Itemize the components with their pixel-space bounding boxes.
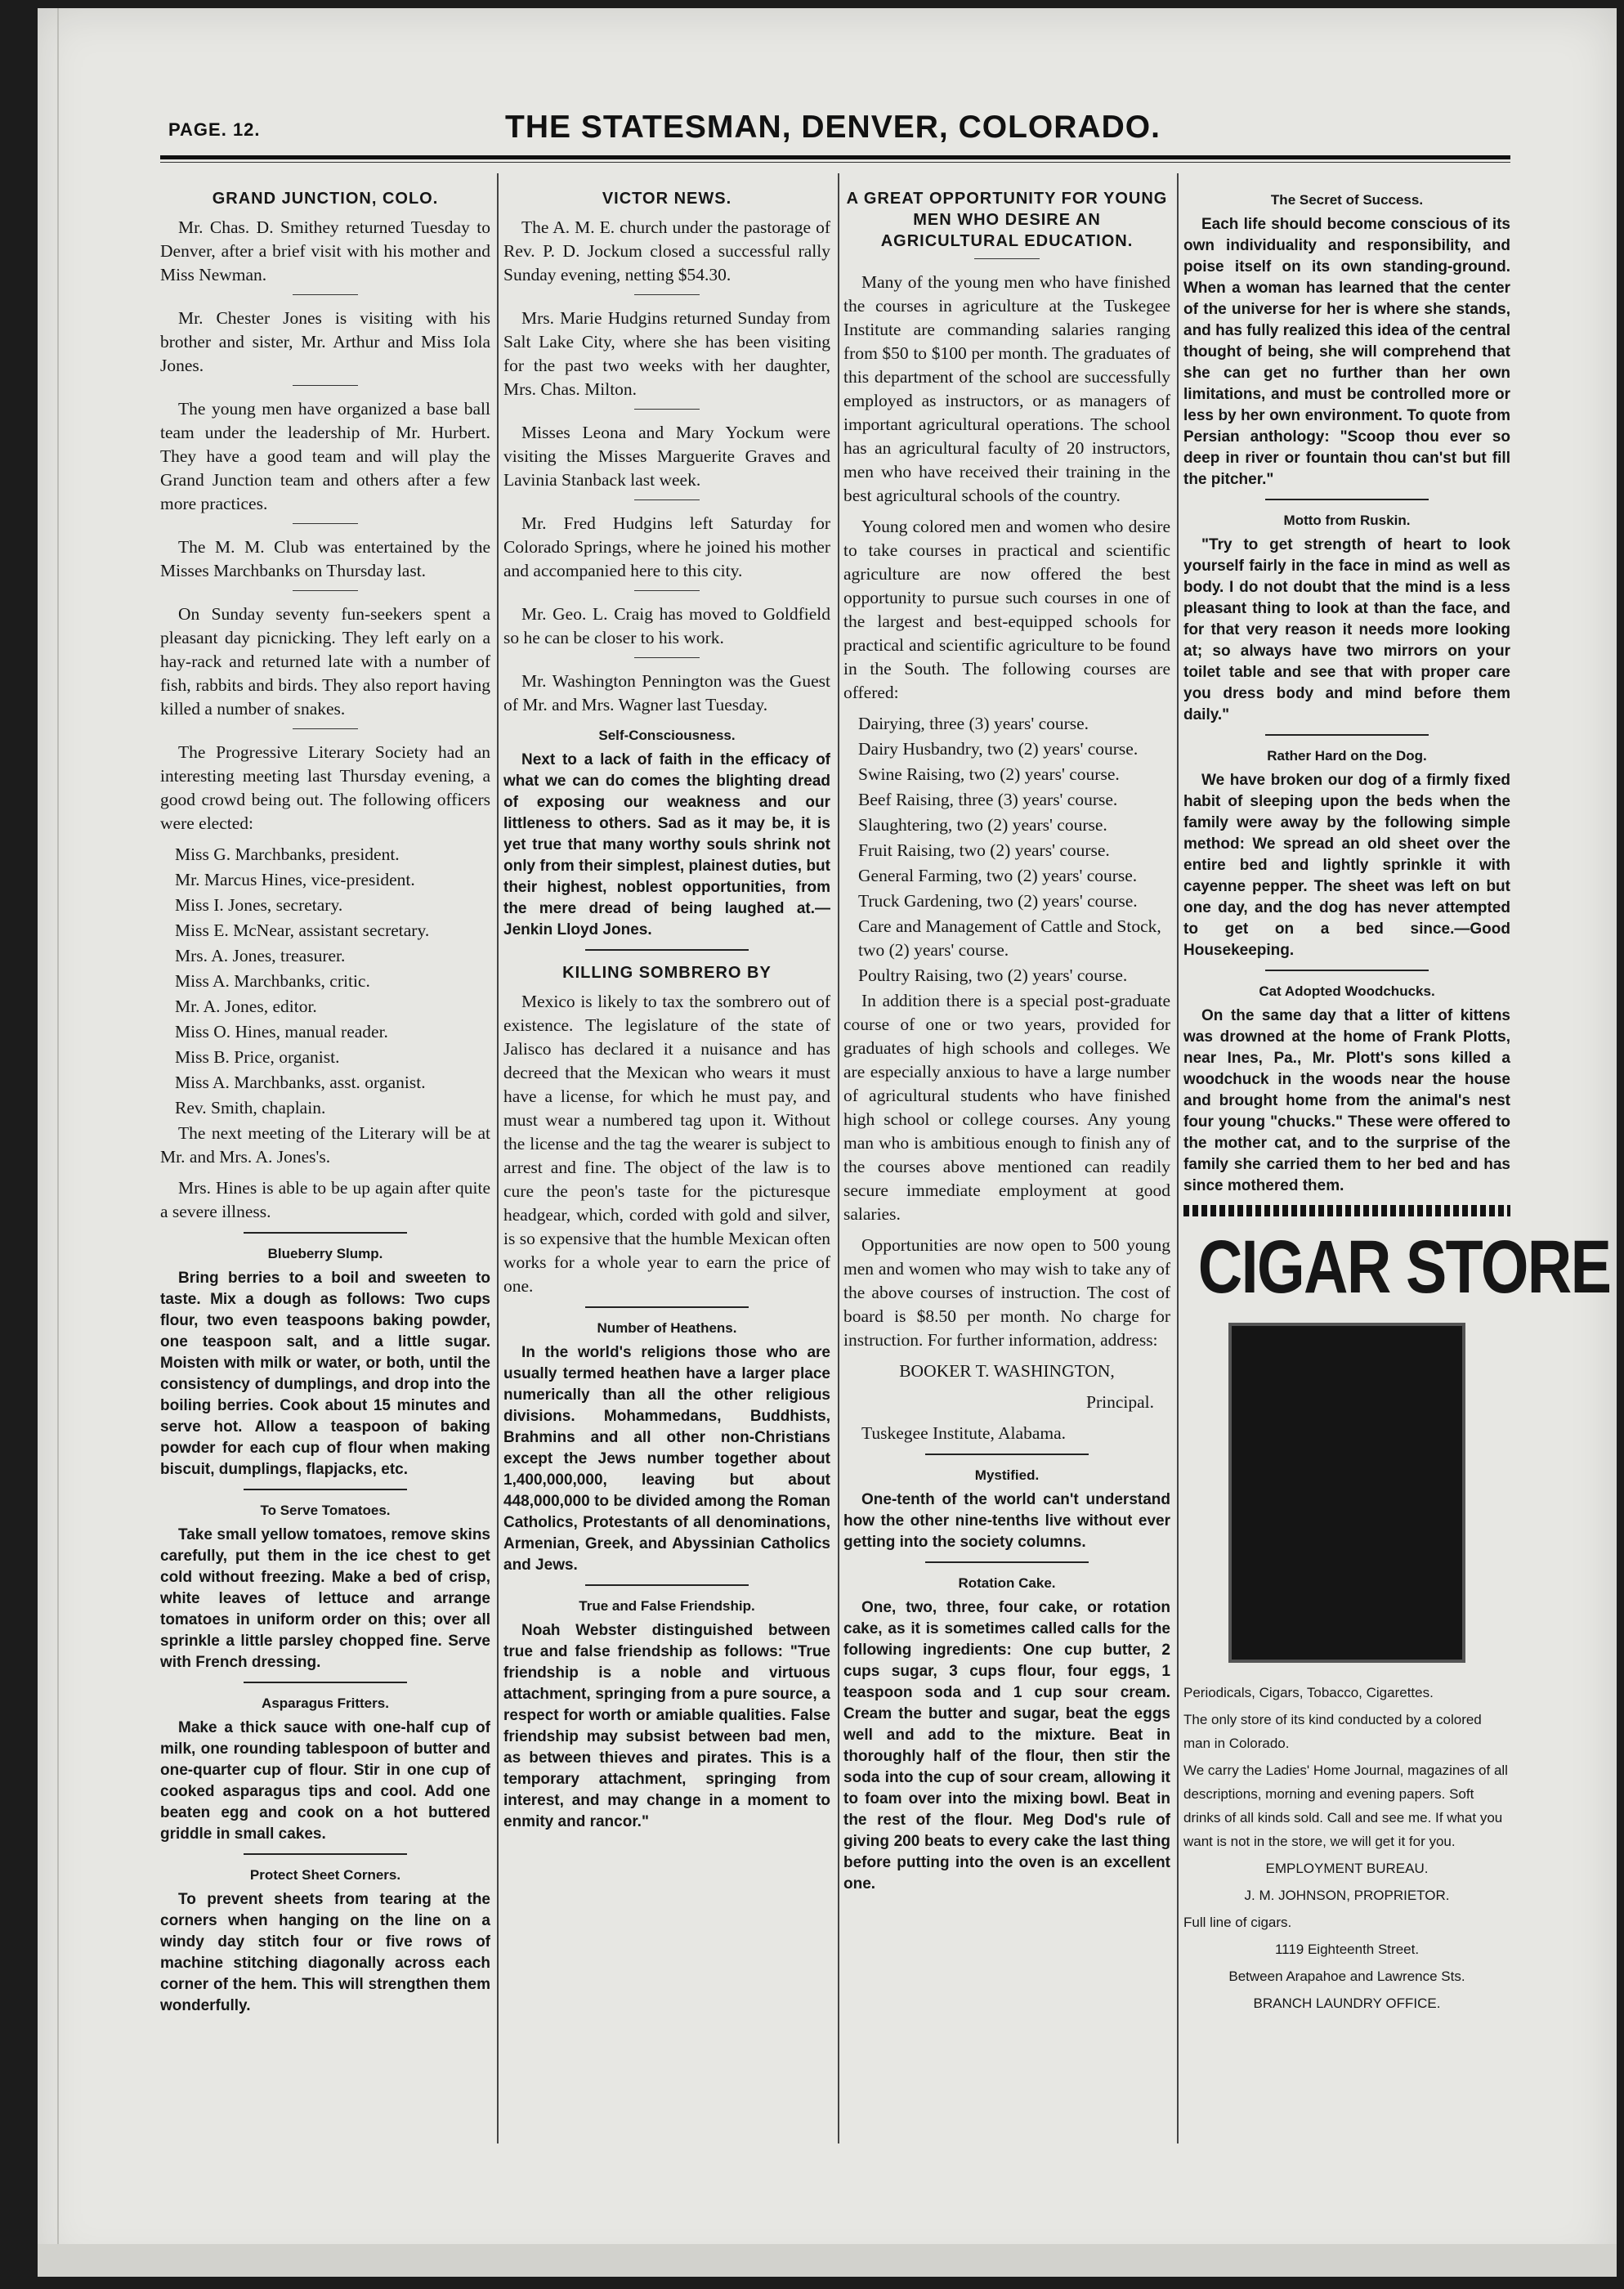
column-divider: [497, 173, 499, 2143]
signature-place: Tuskegee Institute, Alabama.: [861, 1423, 1067, 1443]
paragraph: The M. M. Club was entertained by the Misses Marchbanks on Thursday last.: [160, 537, 490, 580]
article-heading: Cat Adopted Woodchucks.: [1259, 983, 1435, 999]
paragraph: Mr. Geo. L. Craig has moved to Goldfield so he can be closer to his work.: [503, 604, 830, 647]
page-number: PAGE. 12.: [168, 119, 261, 140]
separator: [1265, 499, 1429, 500]
signature-title: Principal.: [1086, 1392, 1154, 1412]
paragraph: Mr. Chester Jones is visiting with his brother and sister, Mr. Arthur and Miss Iola Jones.: [160, 308, 490, 375]
ad-line: EMPLOYMENT BUREAU.: [1265, 1861, 1429, 1876]
paragraph: Noah Webster distinguished between true and false friendship as follows: "True friendship is a noble and virtuous attachment, springing from a pure source, a respect for worth or amiable qualities. False friendship may subsist between bad men, as between thieves and pirates. This is a temporary attachment, springing from interest, and may change in a moment to enmity and rancor.": [503, 1622, 830, 1830]
article-heading: Mystified.: [974, 1467, 1040, 1483]
paragraph: Next to a lack of faith in the efficacy of what we can do comes the blighting dread of exposing our weakness and our littleness to others. Sad as it may be, it is yet true that many worthy souls shrink not only from their simplest, plainest duties, but their highest, noblest opportunities, from the mere dread of being laughed at.—Jenkin Lloyd Jones.: [503, 751, 830, 938]
article-heading: Blueberry Slump.: [267, 1246, 383, 1261]
paragraph: Take small yellow tomatoes, remove skins carefully, put them in the ice chest to get cold without freezing. Make a bed of crisp, white leaves of lettuce and arrange tomatoes in uniform order on this; over all sprinkle a little parsley chopped fine. Serve with French dressing.: [160, 1526, 490, 1671]
column-grand-junction: [160, 181, 490, 2024]
paragraph: Make a thick sauce with one-half cup of milk, one rounding tablespoon of butter and one-quarter cup of flour. Stir in one cup of cooked asparagus tips and cool. Add one beaten egg and cook on a hot buttered griddle in small cakes.: [160, 1719, 490, 1843]
separator: [293, 385, 358, 386]
ad-line: The only store of its kind conducted by a colored man in Colorado.: [1183, 1712, 1482, 1751]
ad-title: CIGAR STORE: [1197, 1225, 1611, 1309]
separator: [925, 1454, 1089, 1455]
article-heading: Number of Heathens.: [597, 1320, 737, 1336]
article-heading: Protect Sheet Corners.: [249, 1867, 401, 1883]
newspaper-title: THE STATESMAN, DENVER, COLORADO.: [505, 110, 1161, 145]
paragraph: Opportunities are now open to 500 young men and women who may wish to take any of the above courses of instruction. The cost of board is $8.50 per month. No charge for instruction. For further information, address:: [843, 1235, 1170, 1350]
paragraph: In addition there is a special post-graduate course of one or two years, provided for graduates of high schools and colleges. We are especially anxious to have a large number of agricultural students who have finished high school or college courses. Any young man who is ambitious enough to finish any of the courses above mentioned can readily secure immediate employment at good salaries.: [843, 991, 1170, 1224]
separator: [293, 590, 358, 591]
course-item: Dairy Husbandry, two (2) years' course.: [858, 739, 1139, 759]
article-heading: Rotation Cake.: [958, 1575, 1056, 1591]
cigar-store-ad: [1183, 1225, 1611, 2015]
course-item: Slaughtering, two (2) years' course.: [858, 815, 1107, 835]
paragraph: Each life should become conscious of its own individuality and responsibility, and poise itself on its own standing-ground. When a woman has learned that the center of the universe for her is where she stands, and has fully realized this idea of the central thought of being, she will comprehend that she can get no further than her own limitations, and must be controlled more or less by her own environment. To quote from Persian anthology: "Scoop thou ever so deep in river or fountain thou can'st but fill the pitcher.": [1183, 216, 1510, 488]
course-item: Dairying, three (3) years' course.: [858, 714, 1089, 733]
column-misc-and-ad: [1183, 181, 1611, 2018]
officer-item: Miss E. McNear, assistant secretary.: [175, 921, 430, 940]
officer-item: Mrs. A. Jones, treasurer.: [175, 946, 346, 965]
officer-item: Miss A. Marchbanks, critic.: [175, 971, 370, 991]
officer-item: Miss A. Marchbanks, asst. organist.: [175, 1073, 426, 1092]
ad-line: We carry the Ladies' Home Journal, magazines of all descriptions, morning and evening papers. Soft drinks of all kinds sold. Call and see me. If what you want is not in the store, we will get it for you.: [1183, 1763, 1508, 1849]
ad-border: [1183, 1205, 1510, 1216]
column-divider: [838, 173, 839, 2143]
masthead-rule: [160, 155, 1510, 159]
proprietor-photo: [1228, 1323, 1465, 1663]
separator: [634, 499, 700, 500]
separator: [1265, 734, 1429, 736]
column-tuskegee: [843, 181, 1170, 1902]
article-heading: A GREAT OPPORTUNITY FOR YOUNG MEN WHO DESIRE AN AGRICULTURAL EDUCATION.: [846, 190, 1168, 250]
separator: [925, 1561, 1089, 1563]
paragraph: Young colored men and women who desire to take courses in practical and scientific agriculture are now offered the best opportunity to pursue such courses in one of the largest and best-equipped schools for practical and scientific agriculture to be found in the South. The following courses are offered:: [843, 517, 1170, 702]
article-heading: True and False Friendship.: [579, 1598, 755, 1614]
article-heading: The Secret of Success.: [1270, 192, 1424, 208]
separator: [293, 523, 358, 524]
separator: [244, 1682, 407, 1683]
article-heading: To Serve Tomatoes.: [260, 1503, 391, 1518]
article-heading: KILLING SOMBRERO BY: [562, 964, 772, 982]
masthead: [168, 108, 1509, 157]
separator: [585, 949, 749, 951]
separator: [634, 657, 700, 658]
ad-line: Between Arapahoe and Lawrence Sts.: [1228, 1969, 1465, 1984]
ad-line: Full line of cigars.: [1183, 1915, 1292, 1930]
separator: [1265, 970, 1429, 971]
course-item: Fruit Raising, two (2) years' course.: [858, 840, 1110, 860]
separator: [634, 294, 700, 295]
ad-line: 1119 Eighteenth Street.: [1274, 1942, 1420, 1957]
article-heading: Asparagus Fritters.: [262, 1695, 389, 1711]
paragraph: Misses Leona and Mary Yockum were visiting the Misses Marguerite Graves and Lavinia Stanback last week.: [503, 423, 830, 490]
paragraph: Mr. Fred Hudgins left Saturday for Colorado Springs, where he joined his mother and accompanied here to this city.: [503, 513, 830, 580]
paragraph: Mexico is likely to tax the sombrero out of existence. The legislature of the state of Jalisco has declared it a nuisance and has decreed that the Mexican who wears it must have a license, for which he must pay, and must wear a numbered tag upon it. Without the license and the tag the wearer is subject to arrest and fine. The object of the law is to cure the peon's taste for the picturesque headgear, which, corded with gold and silver, is so expensive that the humble Mexican often works for a whole year to earn the price of one.: [503, 992, 830, 1296]
column-victor-news: [503, 181, 830, 1840]
separator: [974, 258, 1040, 259]
officer-item: Miss G. Marchbanks, president.: [175, 844, 400, 864]
signature-name: BOOKER T. WASHINGTON,: [899, 1361, 1115, 1381]
ad-body: [1183, 1681, 1510, 2015]
separator: [293, 728, 358, 729]
article-heading: Motto from Ruskin.: [1283, 513, 1411, 528]
course-item: General Farming, two (2) years' course.: [858, 866, 1138, 885]
separator: [634, 590, 700, 591]
article-heading: VICTOR NEWS.: [602, 190, 732, 208]
paragraph: On the same day that a litter of kittens was drowned at the home of Frank Plotts, near Ines, Pa., Mr. Plott's sons killed a woodchuck in the woods near the house and brought home from the animal's nest four young "chucks." These were offered to the mother cat, and to the surprise of the family she carried them to her bed and has since mothered them.: [1183, 1007, 1510, 1194]
bottom-edge-strip: [38, 2244, 1617, 2277]
page-edge-line: [57, 8, 59, 2273]
course-item: Swine Raising, two (2) years' course.: [858, 764, 1120, 784]
paragraph: Mr. Washington Pennington was the Guest of Mr. and Mrs. Wagner last Tuesday.: [503, 671, 830, 714]
officer-item: Miss B. Price, organist.: [175, 1047, 340, 1067]
paragraph: In the world's religions those who are usually termed heathen have a larger place numerically than all the other religious divisions. Mohammedans, Buddhists, Brahmins and all other non-Christians except the Jews number together about 1,400,000,000, leaving but about 448,000,000 to be divided among the Roman Catholics, Protestants of all denominations, Armenian, Greek, and Abyssinian Catholics and Jews.: [503, 1344, 830, 1574]
course-item: Care and Management of Cattle and Stock, two (2) years' course.: [858, 916, 1161, 960]
officer-item: Miss I. Jones, secretary.: [175, 895, 343, 915]
officer-item: Miss O. Hines, manual reader.: [175, 1022, 388, 1041]
paragraph: Mrs. Marie Hudgins returned Sunday from Salt Lake City, where she has been visiting for the past two weeks with her daughter, Mrs. Chas. Milton.: [503, 308, 830, 399]
ad-line: Periodicals, Cigars, Tobacco, Cigarettes.: [1183, 1685, 1434, 1700]
course-item: Beef Raising, three (3) years' course.: [858, 790, 1118, 809]
separator: [244, 1232, 407, 1234]
officer-item: Mr. Marcus Hines, vice-president.: [175, 870, 415, 889]
paragraph: One-tenth of the world can't understand how the other nine-tenths live without ever getting into the society columns.: [843, 1491, 1170, 1551]
paragraph: Bring berries to a boil and sweeten to taste. Mix a dough as follows: Two cups flour, two even teaspoons baking powder, one teaspoon salt, and a little sugar. Moisten with milk or water, or both, until the consistency of dumplings, and drop into the boiling berries. Cook about 15 minutes and serve hot. Allow a teaspoon of baking powder for each cup of flour when making biscuit, dumplings, flapjacks, etc.: [160, 1270, 490, 1478]
paragraph: Mr. Chas. D. Smithey returned Tuesday to Denver, after a brief visit with his mother and Miss Newman.: [160, 217, 490, 284]
paragraph: We have broken our dog of a firmly fixed habit of sleeping upon the beds when the family were away by the following simple method: We spread an old sheet over the entire bed and lightly sprinkle it with cayenne pepper. The sheet was left on but one day, and the dog has never attempted to get on a bed since.—Good Housekeeping.: [1183, 772, 1510, 959]
ad-line: J. M. JOHNSON, PROPRIETOR.: [1244, 1888, 1450, 1903]
article-heading: Self-Consciousness.: [598, 728, 736, 743]
separator: [293, 294, 358, 295]
ad-line: BRANCH LAUNDRY OFFICE.: [1253, 1996, 1441, 2011]
paragraph: Many of the young men who have finished the courses in agriculture at the Tuskegee Institute are commanding salaries ranging from $50 to $100 per month. The graduates of this department of the school are successfully employed as instructors, or as managers of important agricultural operations. The school has an agricultural faculty of 20 instructors, men who have received their training in the best agricultural schools of the country.: [843, 272, 1170, 505]
column-divider: [1177, 173, 1179, 2143]
paragraph: The young men have organized a base ball team under the leadership of Mr. Hurbert. They have a good team and will play the Grand Junction team and others after a few more practices.: [160, 399, 490, 513]
paragraph: Mrs. Hines is able to be up again after quite a severe illness.: [160, 1178, 490, 1221]
paragraph: To prevent sheets from tearing at the corners when hanging on the line on a windy day stitch four or five rows of machine stitching diagonally across each corner of the hem. This will strengthen them wonderfully.: [160, 1891, 490, 2014]
separator: [585, 1584, 749, 1586]
paragraph: One, two, three, four cake, or rotation cake, as it is sometimes called calls for the following ingredients: One cup butter, 2 cups sugar, 3 cups flour, four eggs, 1 teaspoon soda and 1 cup sour cream. Cream the butter and sugar, beat the eggs well and add to the mixture. Beat in thoroughly half of the flour, then stir the soda into the cup of sour cream, allowing it to foam over into the mixing bowl. Beat in the rest of the flour. Meg Dod's rule of giving 200 beats to every cake the last thing before putting into the oven is an excellent one.: [843, 1599, 1170, 1893]
paragraph: On Sunday seventy fun-seekers spent a pleasant day picnicking. They left early on a hay-rack and returned late with a number of fish, rabbits and birds. They also report having killed a number of snakes.: [160, 604, 490, 719]
separator: [585, 1306, 749, 1308]
paragraph: The A. M. E. church under the pastorage of Rev. P. D. Jockum closed a successful rally Sunday evening, netting $54.30.: [503, 217, 830, 284]
article-heading: Rather Hard on the Dog.: [1267, 748, 1427, 764]
masthead-rule-thin: [160, 162, 1510, 163]
separator: [244, 1853, 407, 1855]
paragraph: The Progressive Literary Society had an interesting meeting last Thursday evening, a good crowd being out. The following officers were elected:: [160, 742, 490, 833]
course-item: Poultry Raising, two (2) years' course.: [858, 965, 1128, 985]
article-heading: GRAND JUNCTION, COLO.: [212, 190, 439, 208]
separator: [634, 409, 700, 410]
officer-item: Rev. Smith, chaplain.: [175, 1098, 326, 1118]
paragraph: The next meeting of the Literary will be at Mr. and Mrs. A. Jones's.: [160, 1123, 490, 1167]
paragraph: "Try to get strength of heart to look yourself fairly in the face in mind as well as body. I do not doubt that the mind is a less pleasant thing to look at than the face, and for that very reason it needs more looking at; so always have two mirrors on your toilet table and see that with proper care you dress body and mind before them daily.": [1183, 536, 1510, 723]
separator: [244, 1489, 407, 1490]
officer-item: Mr. A. Jones, editor.: [175, 997, 317, 1016]
course-item: Truck Gardening, two (2) years' course.: [858, 891, 1138, 911]
